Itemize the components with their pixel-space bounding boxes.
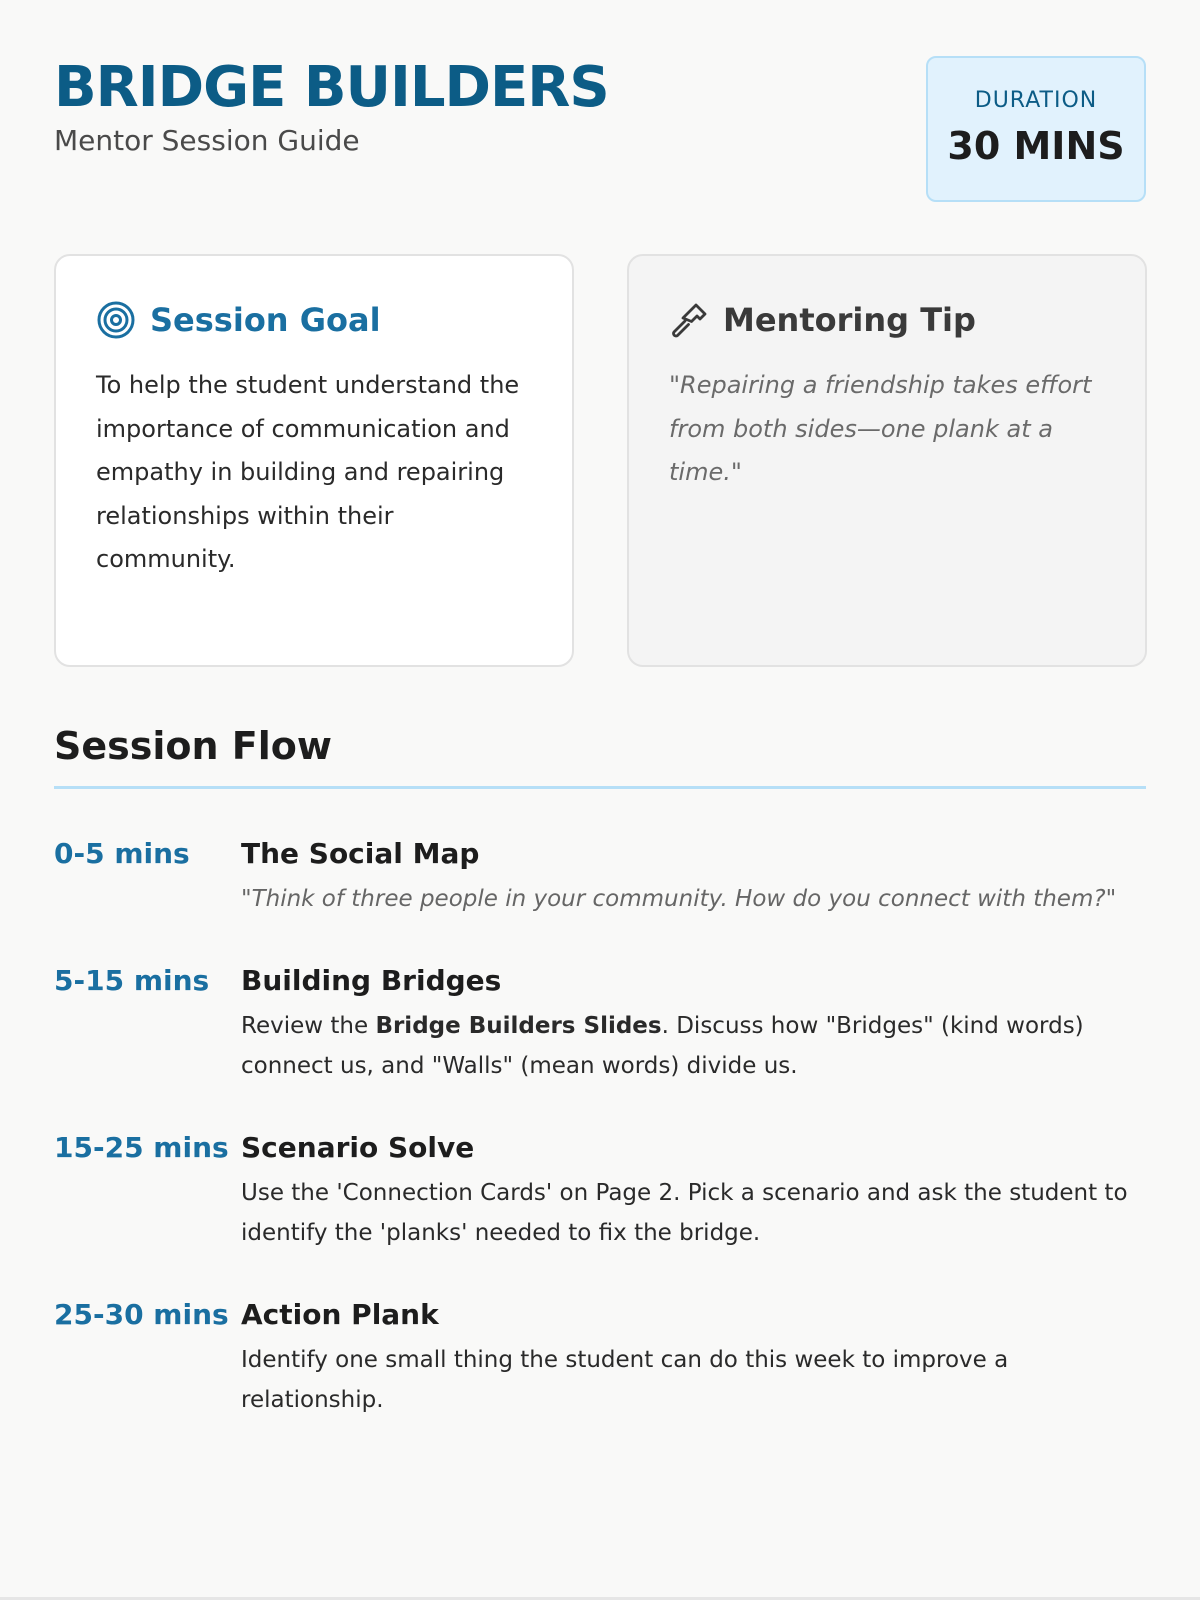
mentoring-tip-quote: "Repairing a friendship takes effort from both sides—one plank at a time." — [669, 371, 1092, 486]
step-time: 15-25 mins — [54, 1131, 229, 1164]
page-subtitle: Mentor Session Guide — [54, 124, 360, 157]
step-title: Building Bridges — [241, 964, 502, 997]
step-description-text: Review the — [241, 1013, 376, 1039]
step-title: Action Plank — [241, 1298, 439, 1331]
duration-value: 30 MINS — [947, 124, 1125, 168]
step-title: Scenario Solve — [241, 1131, 475, 1164]
step-title: The Social Map — [241, 837, 480, 870]
session-goal-title: Session Goal — [150, 301, 381, 339]
step-time: 0-5 mins — [54, 837, 190, 870]
step-description — [241, 1006, 1146, 1086]
session-goal-card — [54, 254, 574, 667]
session-goal-text: To help the student understand the importance of communication and empathy in building and repairing relationships within their community. — [96, 371, 520, 573]
step-description-text: . Discuss how "Bridges" (kind words) connect us, and "Walls" (mean words) divide us. — [241, 1013, 1084, 1079]
step-time: 25-30 mins — [54, 1298, 229, 1331]
step-description: Identify one small thing the student can do this week to improve a relationship. — [241, 1347, 1009, 1413]
header — [54, 56, 1146, 202]
mentoring-tip-header — [669, 300, 976, 340]
session-goal-header — [96, 300, 381, 340]
slides-reference: Bridge Builders Slides — [375, 1013, 662, 1039]
mentoring-tip-card — [627, 254, 1147, 667]
step-description: Use the 'Connection Cards' on Page 2. Pick a scenario and ask the student to identify the 'planks' needed to fix the bridge. — [241, 1180, 1128, 1246]
mentoring-tip-title: Mentoring Tip — [723, 301, 976, 339]
divider — [54, 786, 1146, 789]
page-title: BRIDGE BUILDERS — [54, 55, 609, 120]
target-icon — [96, 300, 136, 340]
duration-badge — [926, 56, 1146, 202]
step-description: "Think of three people in your community. How do you connect with them?" — [241, 886, 1117, 912]
hammer-icon — [669, 300, 709, 340]
session-flow-heading: Session Flow — [54, 724, 332, 768]
step-time: 5-15 mins — [54, 964, 210, 997]
duration-label: DURATION — [974, 88, 1098, 113]
